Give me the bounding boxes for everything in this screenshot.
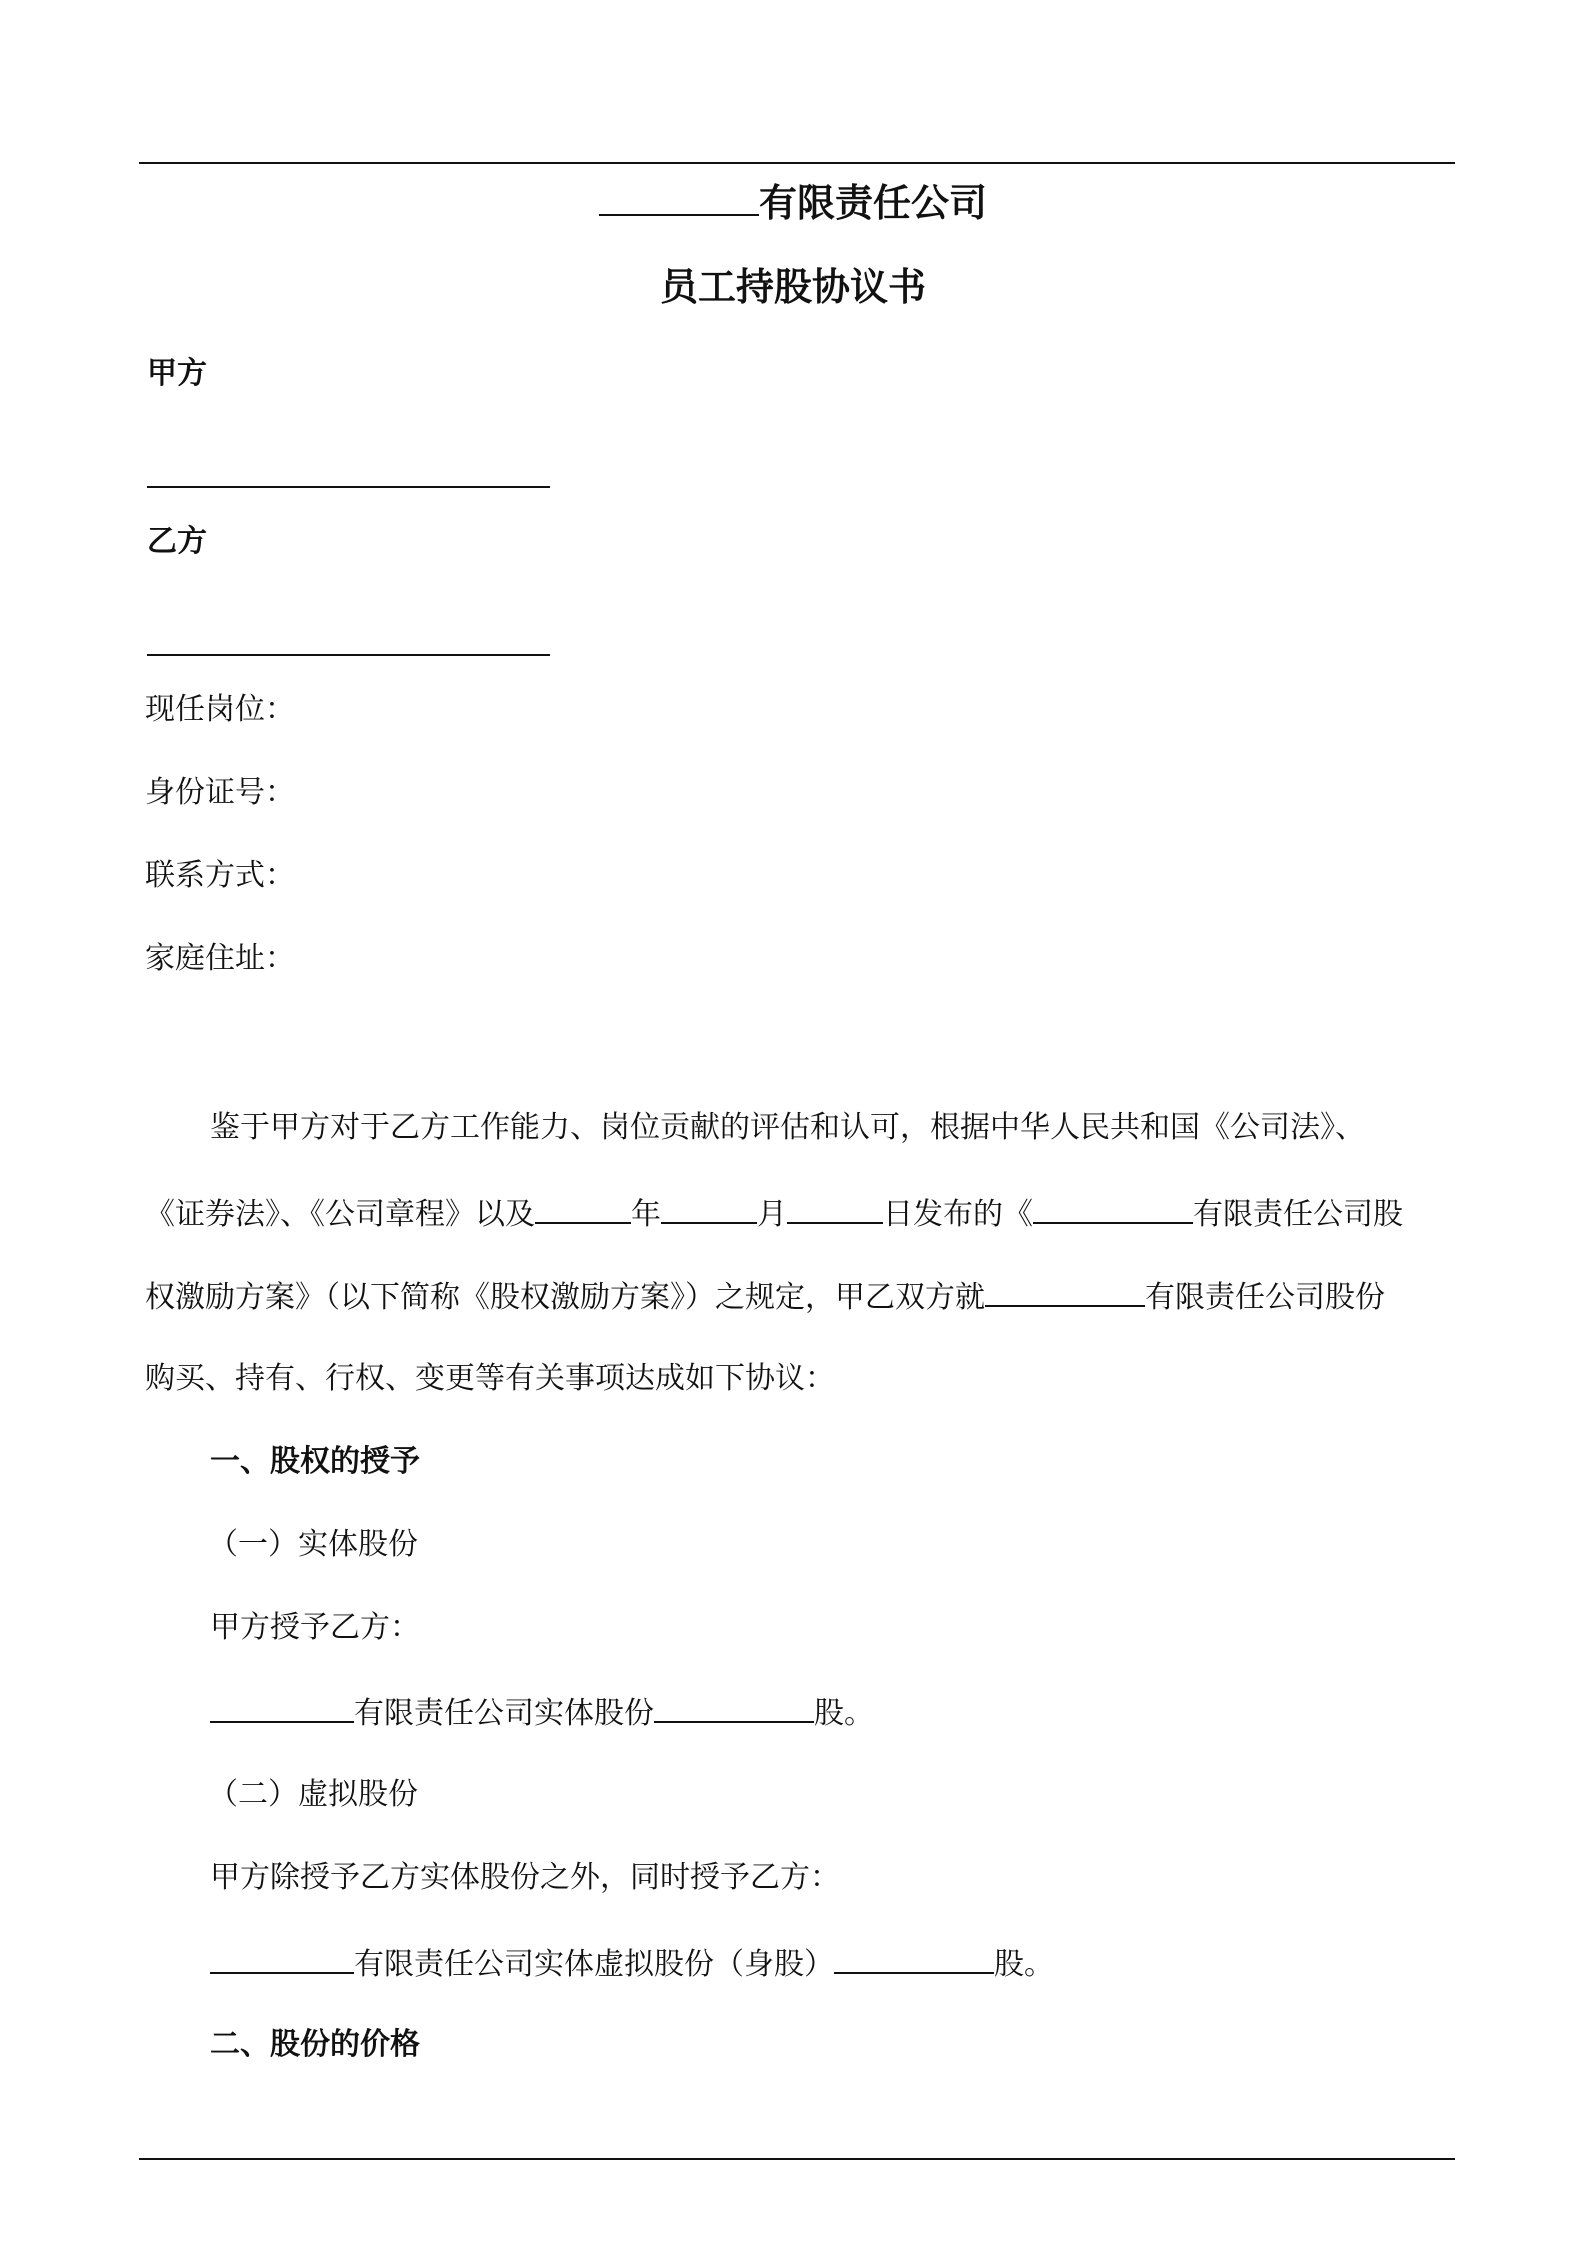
preamble-text-2a: 《证券法》、《公司章程》以及: [145, 1197, 535, 1232]
preamble-text-3b: 有限责任公司股份: [1145, 1280, 1385, 1315]
preamble-text-1: 鉴于甲方对于乙方工作能力、岗位贡献的评估和认可，根据中华人民共和国《公司法》、: [210, 1110, 1365, 1145]
year-label: 年: [631, 1197, 661, 1232]
party-a-signature-line[interactable]: [147, 486, 550, 488]
company-blank-2[interactable]: [1033, 1192, 1193, 1224]
section-2-heading: 二、股份的价格: [210, 2027, 420, 2062]
preamble-line-2: [145, 1192, 1455, 1235]
grant-a-line: [210, 1691, 874, 1734]
grant-a-label: 甲方授予乙方：: [210, 1610, 420, 1645]
month-label: 月: [757, 1197, 787, 1232]
grant-b-label: 甲方除授予乙方实体股份之外，同时授予乙方：: [210, 1860, 840, 1895]
grant-a-company-blank[interactable]: [210, 1691, 354, 1723]
grant-a-mid-text: 有限责任公司实体股份: [354, 1696, 654, 1731]
field-contact: 联系方式：: [145, 858, 295, 893]
company-name-blank[interactable]: [599, 184, 759, 216]
day-blank[interactable]: [787, 1192, 883, 1224]
month-blank[interactable]: [661, 1192, 757, 1224]
document-title-company: [0, 178, 1586, 228]
grant-a-end-text: 股。: [814, 1696, 874, 1731]
grant-b-line: [210, 1942, 1054, 1985]
field-position: 现任岗位：: [145, 692, 295, 727]
preamble-line-3: [145, 1275, 1455, 1318]
grant-b-end-text: 股。: [994, 1947, 1054, 1982]
footer-rule: [139, 2158, 1455, 2160]
grant-a-shares-blank[interactable]: [654, 1691, 814, 1723]
title-company-suffix: 有限责任公司: [758, 181, 987, 225]
field-address: 家庭住址：: [145, 941, 295, 976]
section-1-sub-2: （二）虚拟股份: [208, 1777, 418, 1812]
field-id-number: 身份证号：: [145, 775, 295, 810]
document-title: 员工持股协议书: [659, 265, 926, 309]
grant-b-shares-blank[interactable]: [834, 1942, 994, 1974]
preamble-text-2b: 有限责任公司股: [1193, 1197, 1403, 1232]
company-blank-3[interactable]: [985, 1275, 1145, 1307]
preamble-line-1: [145, 1108, 1455, 1148]
party-a-label: 甲方: [147, 356, 207, 391]
party-b-signature-line[interactable]: [147, 654, 550, 656]
section-1-heading: 一、股权的授予: [210, 1444, 420, 1479]
day-label: 日发布的《: [883, 1197, 1033, 1232]
year-blank[interactable]: [535, 1192, 631, 1224]
header-rule: [139, 162, 1455, 164]
grant-b-company-blank[interactable]: [210, 1942, 354, 1974]
preamble-line-4: 购买、持有、行权、变更等有关事项达成如下协议：: [145, 1361, 835, 1396]
preamble-text-3a: 权激励方案》（以下简称《股权激励方案》）之规定，甲乙双方就: [145, 1280, 985, 1315]
grant-b-mid-text: 有限责任公司实体虚拟股份（身股）: [354, 1947, 834, 1982]
section-1-sub-1: （一）实体股份: [208, 1527, 418, 1562]
party-b-label: 乙方: [147, 524, 207, 559]
